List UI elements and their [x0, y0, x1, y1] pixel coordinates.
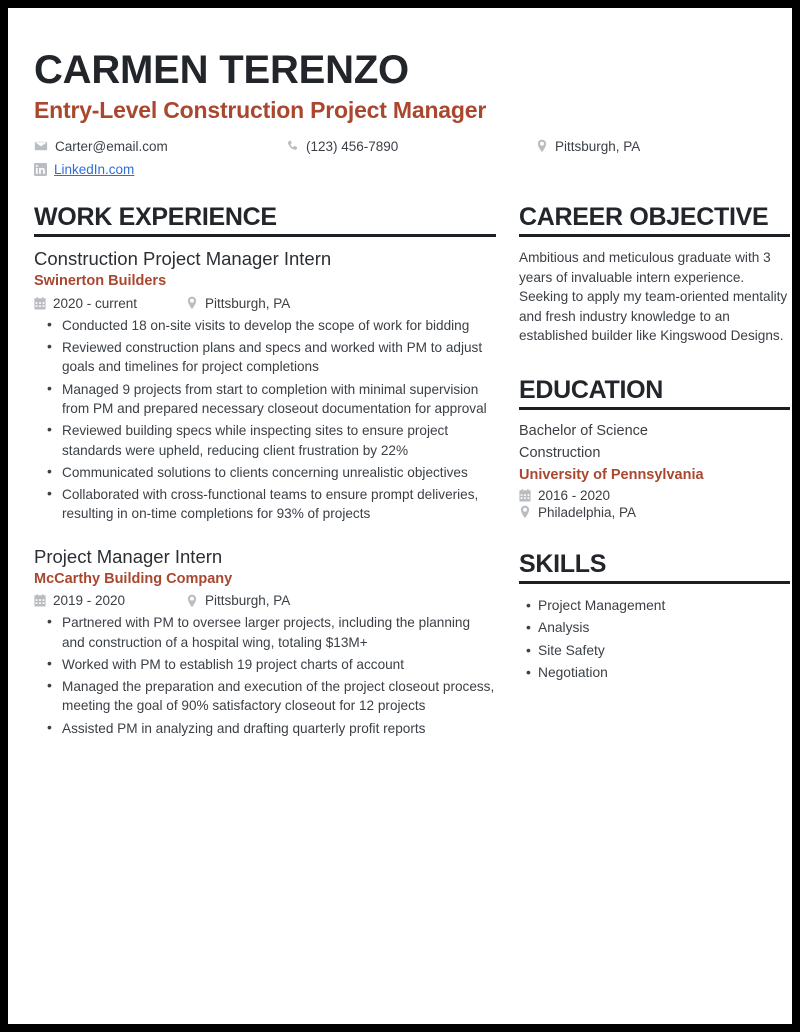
- work-experience-entry: [34, 248, 496, 524]
- section-divider-education: [519, 407, 790, 410]
- contact-row-secondary: [34, 162, 770, 177]
- list-item: • Reviewed construction plans and specs and worked with PM to adjust goals and timelines for project completions: [60, 338, 496, 377]
- list-item: • Site Safety: [538, 640, 790, 662]
- list-item: • Negotiation: [538, 662, 790, 684]
- calendar-icon: [34, 297, 46, 310]
- skills-section: [519, 550, 790, 685]
- section-divider-skills: [519, 581, 790, 584]
- education-location: [519, 505, 790, 520]
- list-item: • Analysis: [538, 617, 790, 639]
- job-location-text: Pittsburgh, PA: [205, 295, 291, 311]
- job-company: McCarthy Building Company: [34, 570, 233, 587]
- page-title: CARMEN TERENZO: [34, 48, 409, 92]
- education-location-text: Philadelphia, PA: [538, 504, 637, 520]
- education-degree-line-1: Bachelor of Science: [519, 423, 648, 440]
- section-title-career-objective: CAREER OBJECTIVE: [519, 202, 769, 231]
- job-dates: [34, 593, 186, 608]
- section-title-work-experience: WORK EXPERIENCE: [34, 202, 277, 231]
- contact-location: [536, 139, 770, 154]
- list-item: • Assisted PM in analyzing and drafting quarterly profit reports: [60, 719, 496, 738]
- job-bullet-list: [34, 316, 496, 524]
- job-dates-text: 2019 - 2020: [53, 593, 126, 609]
- list-item: • Conducted 18 on-site visits to develop the scope of work for bidding: [60, 316, 496, 335]
- list-item: • Project Management: [538, 595, 790, 617]
- career-objective-section: [519, 203, 790, 346]
- list-item: • Partnered with PM to oversee larger projects, including the planning and construction of a hospital wing, totaling $13M+: [60, 613, 496, 652]
- education-school: University of Pennsylvania: [519, 466, 704, 483]
- job-meta: [34, 296, 496, 311]
- resume-page: [8, 8, 792, 1024]
- contact-linkedin[interactable]: [34, 162, 286, 177]
- list-item: • Managed 9 projects from start to completion with minimal supervision from PM and prepared necessary closeout documentation for approval: [60, 380, 496, 419]
- contact-email: [34, 139, 286, 154]
- resume-header: [34, 50, 770, 177]
- contact-email-text: Carter@email.com: [55, 138, 168, 154]
- linkedin-icon: [34, 163, 47, 176]
- map-pin-icon: [519, 505, 531, 519]
- job-dates-text: 2020 - current: [53, 295, 138, 311]
- job-dates: [34, 296, 186, 311]
- map-pin-icon: [536, 139, 548, 153]
- phone-icon: [286, 139, 299, 153]
- section-title-education: EDUCATION: [519, 375, 664, 404]
- contact-phone-text: (123) 456-7890: [306, 138, 399, 154]
- calendar-icon: [34, 594, 46, 607]
- contact-location-text: Pittsburgh, PA: [555, 138, 641, 154]
- map-pin-icon: [186, 296, 198, 310]
- education-dates-text: 2016 - 2020: [538, 487, 611, 503]
- resume-body-columns: [34, 202, 788, 741]
- work-experience-entry: [34, 546, 496, 738]
- job-bullet-list: [34, 613, 496, 738]
- right-column: [519, 203, 790, 741]
- job-meta: [34, 593, 496, 608]
- education-degree-line-2: Construction: [519, 444, 601, 461]
- left-column: [34, 203, 496, 741]
- section-divider-work-experience: [34, 234, 496, 237]
- job-location-text: Pittsburgh, PA: [205, 593, 291, 609]
- list-item: • Reviewed building specs while inspecting sites to ensure project standards were upheld, reducing client frustration by 22%: [60, 421, 496, 460]
- job-location: [186, 296, 290, 311]
- section-title-skills: SKILLS: [519, 549, 607, 578]
- list-item: • Managed the preparation and execution of the project closeout process, meeting the goal of 90% satisfactory closeout for 12 projects: [60, 677, 496, 716]
- list-item: • Communicated solutions to clients concerning unrealistic objectives: [60, 463, 496, 482]
- skills-list: [519, 595, 790, 684]
- career-objective-text: Ambitious and meticulous graduate with 3 years of invaluable intern experience. Seeking to apply my team-oriented mentality and fresh industry knowledge to an established builder like Kingswood Designs.: [519, 250, 788, 344]
- envelope-icon: [34, 139, 48, 153]
- list-item: • Collaborated with cross-functional teams to ensure prompt deliveries, resulting in on-time completions for 93% of projects: [60, 485, 496, 524]
- section-divider-career-objective: [519, 234, 790, 237]
- contact-phone: [286, 139, 536, 154]
- job-location: [186, 593, 290, 608]
- calendar-icon: [519, 489, 531, 502]
- job-subtitle: Entry-Level Construction Project Manager: [34, 96, 487, 123]
- education-section: [519, 376, 790, 520]
- job-role: Construction Project Manager Intern: [34, 248, 332, 270]
- job-company: Swinerton Builders: [34, 273, 167, 290]
- education-dates: [519, 488, 790, 503]
- list-item: • Worked with PM to establish 19 project charts of account: [60, 655, 496, 674]
- column-gap: [496, 203, 519, 741]
- map-pin-icon: [186, 594, 198, 608]
- job-role: Project Manager Intern: [34, 545, 223, 567]
- contact-row-primary: [34, 139, 770, 154]
- contact-linkedin-link[interactable]: LinkedIn.com: [54, 161, 135, 177]
